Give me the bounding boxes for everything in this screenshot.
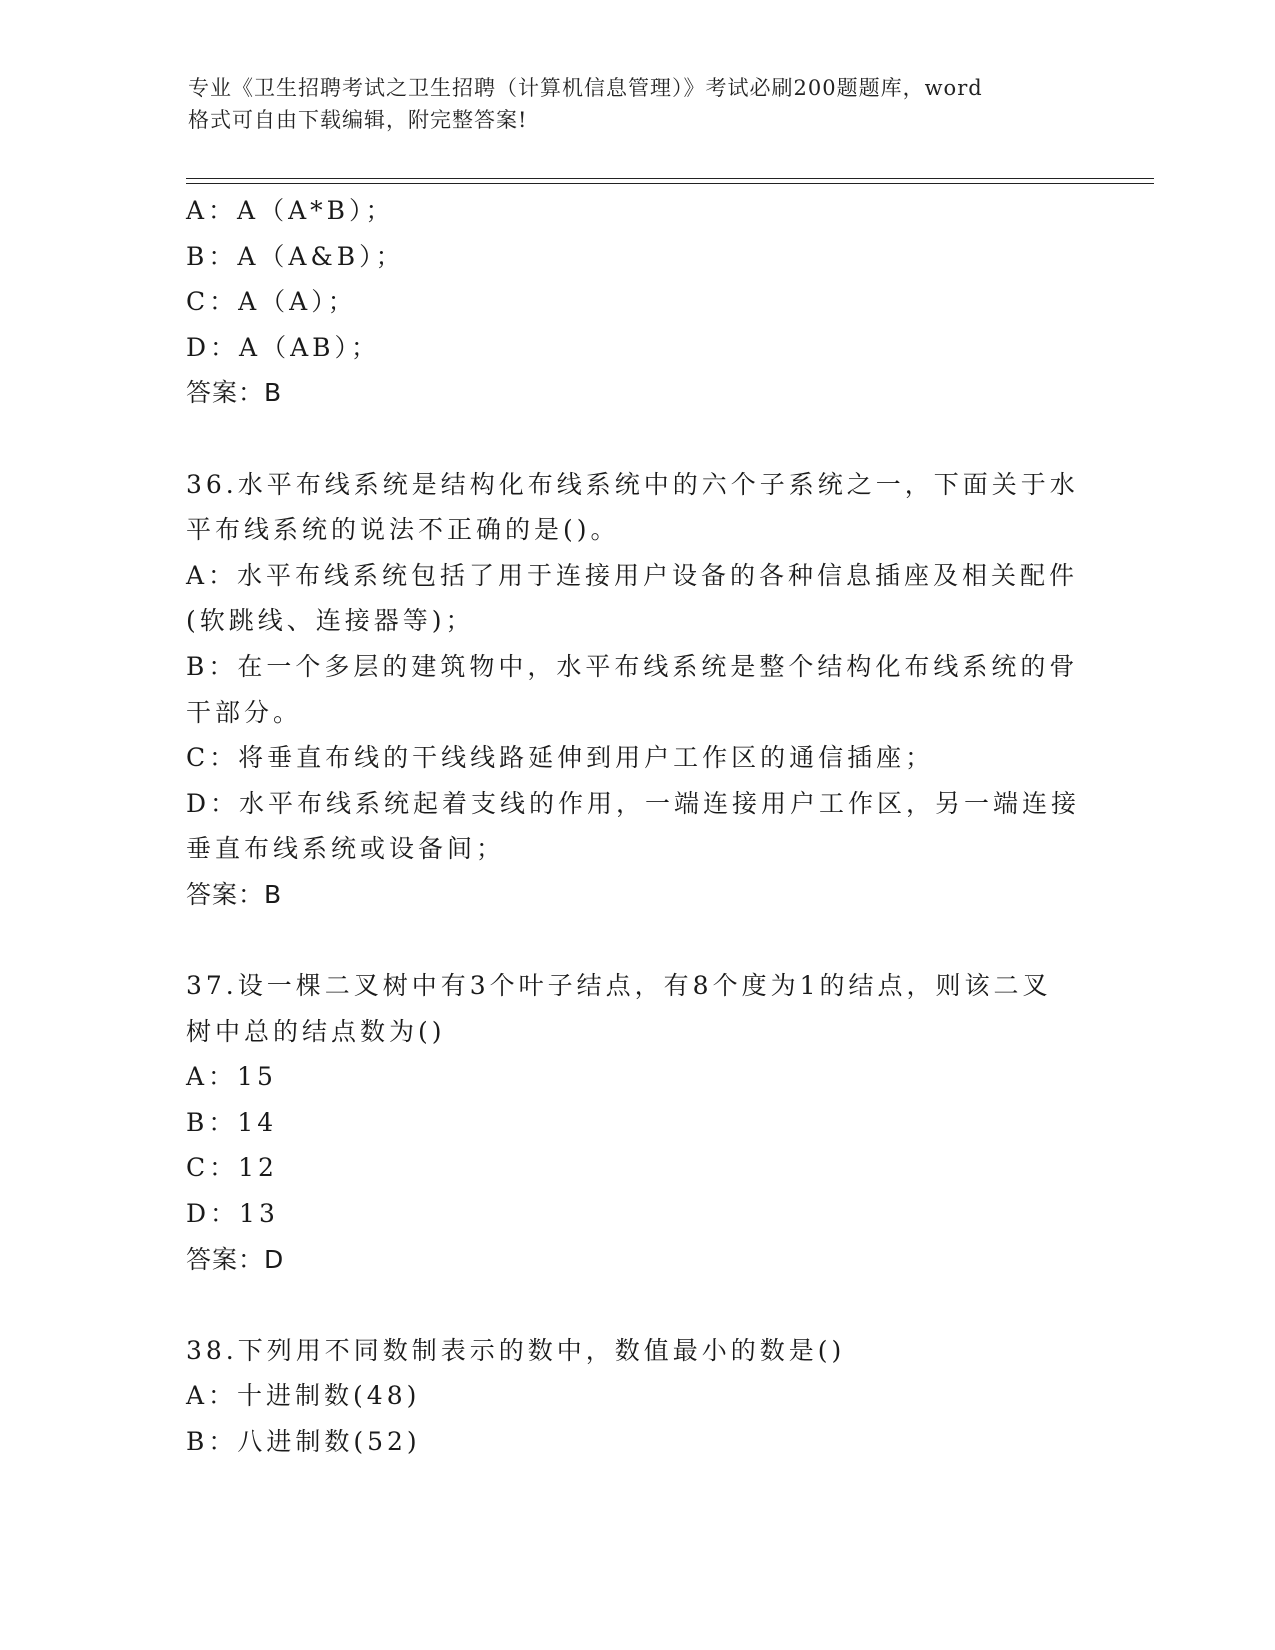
- q37-stem-line-1: 37.设一棵二叉树中有3个叶子结点，有8个度为1的结点，则该二叉: [186, 971, 1052, 1001]
- q37-stem-line-2: 树中总的结点数为(): [186, 1016, 446, 1046]
- q36-option-d-line-2: 垂直布线系统或设备间；: [186, 834, 506, 864]
- header-title-line-2: 格式可自由下载编辑，附完整答案!: [188, 108, 528, 132]
- q36-stem-line-2: 平布线系统的说法不正确的是()。: [186, 515, 620, 545]
- spacer: [186, 1282, 1086, 1328]
- q35-option-b: B：A（A&B）；: [186, 241, 405, 271]
- q38-option-b: B：八进制数(52): [186, 1427, 421, 1457]
- q36-option-d-line-1: D：水平布线系统起着支线的作用，一端连接用户工作区，另一端连接: [186, 788, 1081, 818]
- q35-answer: 答案：B: [186, 378, 283, 408]
- q36-option-a-line-1: A：水平布线系统包括了用于连接用户设备的各种信息插座及相关配件: [186, 560, 1079, 590]
- q36-option-b-line-2: 干部分。: [186, 697, 303, 727]
- q35-option-c: C：A（A）；: [186, 287, 357, 317]
- question-35: [186, 188, 1086, 416]
- header-divider: [186, 178, 1154, 184]
- q38-option-a: A：十进制数(48): [186, 1381, 421, 1411]
- question-36: [186, 462, 1086, 918]
- q35-option-a: A：A（A*B）；: [186, 196, 395, 225]
- question-38: [186, 1328, 1086, 1465]
- page-header: [188, 72, 1088, 136]
- q37-option-b: B：14: [186, 1107, 278, 1137]
- document-body: [186, 188, 1086, 1465]
- q37-answer: 答案：D: [186, 1244, 285, 1274]
- question-37: [186, 963, 1086, 1282]
- q36-option-c: C：将垂直布线的干线线路延伸到用户工作区的通信插座；: [186, 743, 935, 773]
- header-title-line-1: 专业《卫生招聘考试之卫生招聘（计算机信息管理）》考试必刷200题题库，word: [188, 76, 983, 100]
- q35-option-d: D：A（AB）；: [186, 332, 381, 362]
- q37-option-a: A：15: [186, 1062, 277, 1092]
- q37-option-d: D：13: [186, 1199, 279, 1229]
- q38-stem: 38.下列用不同数制表示的数中，数值最小的数是(): [186, 1335, 846, 1365]
- q36-answer: 答案：B: [186, 879, 283, 909]
- spacer: [186, 918, 1086, 964]
- q37-option-c: C：12: [186, 1153, 278, 1183]
- q36-option-b-line-1: B：在一个多层的建筑物中，水平布线系统是整个结构化布线系统的骨: [186, 651, 1079, 681]
- spacer: [186, 416, 1086, 462]
- q36-option-a-line-2: (软跳线、连接器等)；: [186, 606, 475, 636]
- q36-stem-line-1: 36.水平布线系统是结构化布线系统中的六个子系统之一，下面关于水: [186, 469, 1079, 499]
